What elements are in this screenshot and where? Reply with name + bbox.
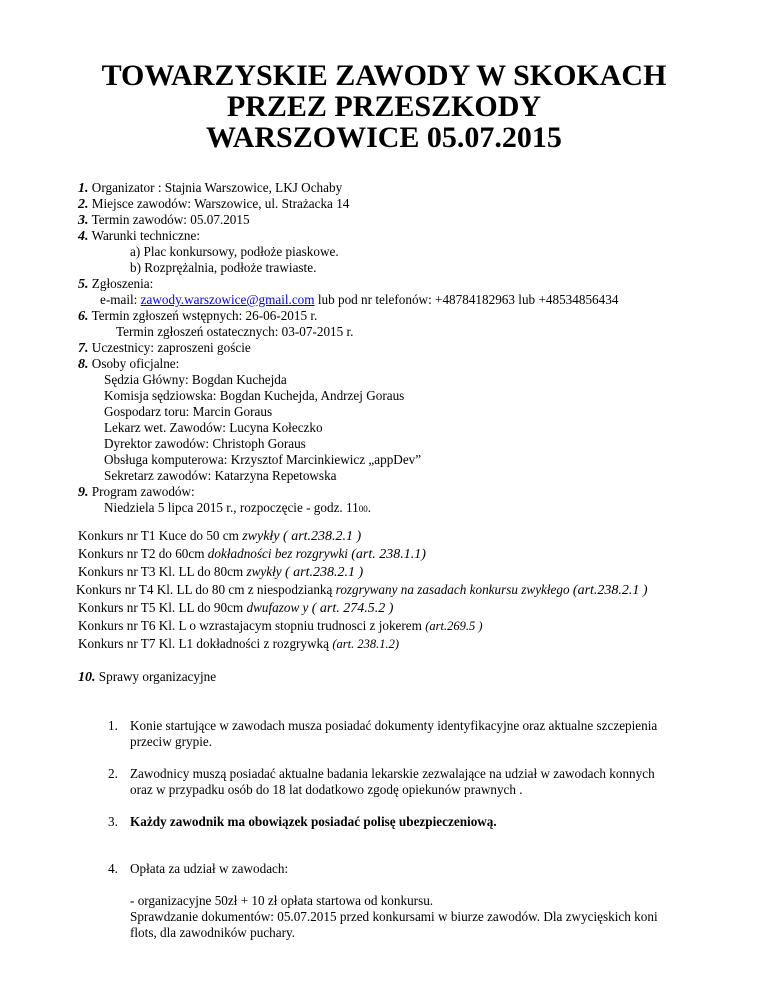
org-item-4-line-1: Opłata za udział w zawodach:	[130, 861, 289, 876]
section-text: Termin zgłoszeń wstępnych: 26-06-2015 r.	[91, 308, 318, 323]
section-number: 3.	[78, 213, 89, 228]
contest-name: Konkurs nr T1 Kuce do 50 cm	[78, 528, 243, 543]
official-person: Komisja sędziowska: Bogdan Kuchejda, Andrzej Goraus	[104, 388, 405, 403]
section-4-item-b: b) Rozprężalnia, podłoże trawiaste.	[130, 260, 317, 275]
section-8	[78, 356, 179, 373]
org-item-3-number: 3.	[108, 814, 118, 829]
section-number: 9.	[78, 485, 89, 500]
email-prefix: e-mail:	[100, 292, 141, 307]
official-person: Lekarz wet. Zawodów: Lucyna Kołeczko	[104, 420, 323, 435]
program-line	[104, 500, 371, 517]
section-4-item-a: a) Plac konkursowy, podłoże piaskowe.	[130, 244, 339, 259]
contest-item	[78, 618, 483, 634]
title-line-1: TOWARZYSKIE ZAWODY W SKOKACH	[101, 59, 667, 92]
phone-text: lub pod nr telefonów: +48784182963 lub +48534856434	[314, 292, 619, 307]
contest-type: zwykły	[246, 564, 285, 579]
section-5	[78, 276, 153, 293]
contact-line	[100, 292, 618, 308]
section-text: Warunki techniczne:	[91, 228, 200, 243]
official-person: Sekretarz zawodów: Katarzyna Repetowska	[104, 468, 337, 483]
contest-name: Konkurs nr T5 Kl. LL do 90cm	[78, 600, 247, 615]
section-number: 6.	[78, 309, 89, 324]
contest-item	[78, 546, 426, 563]
section-text: Uczestnicy: zaproszeni goście	[91, 340, 251, 355]
section-number: 10.	[78, 670, 96, 685]
section-9	[78, 484, 195, 501]
title-line-2: PRZEZ PRZESZKODY	[226, 90, 542, 123]
contest-article: (art.269.5 )	[425, 619, 483, 633]
section-number: 4.	[78, 229, 89, 244]
section-number: 7.	[78, 341, 89, 356]
section-1	[78, 180, 342, 197]
contest-name: Konkurs nr T7 Kl. L1 dokładności z rozgrywką	[78, 636, 333, 651]
official-person: Gospodarz toru: Marcin Goraus	[104, 404, 273, 419]
title-line-3: WARSZOWICE 05.07.2015	[206, 121, 562, 154]
program-time-minutes: 00	[358, 504, 368, 514]
contest-article: (art.238.2.1 )	[572, 583, 648, 598]
section-number: 1.	[78, 181, 89, 196]
contest-type: dokładności bez rozgrywki	[207, 546, 352, 561]
program-end: .	[367, 500, 372, 515]
section-6-sub: Termin zgłoszeń ostatecznych: 03-07-2015 r.	[116, 324, 354, 339]
contest-type: dwufazow y	[246, 600, 312, 615]
contest-article: (art. 238.1.1)	[351, 547, 426, 562]
section-text: Miejsce zawodów: Warszowice, ul. Strażacka 14	[91, 196, 350, 211]
official-person: Obsługa komputerowa: Krzysztof Marcinkiewicz „appDev”	[104, 452, 422, 467]
section-text: Zgłoszenia:	[91, 276, 154, 291]
contest-article: ( art.238.2.1 )	[283, 529, 362, 544]
prizes-line: flots, dla zawodników puchary.	[130, 925, 296, 940]
section-4	[78, 228, 200, 245]
org-item-1-number: 1.	[108, 718, 118, 733]
section-text: Sprawy organizacyjne	[98, 669, 217, 684]
org-item-1-line-2: przeciw grypie.	[130, 734, 213, 749]
section-6	[78, 308, 317, 325]
contest-type: zwykły	[242, 529, 284, 544]
section-7	[78, 340, 251, 357]
official-person: Sędzia Główny: Bogdan Kuchejda	[104, 372, 287, 387]
documents-line: Sprawdzanie dokumentów: 05.07.2015 przed konkursami w biurze zawodów. Dla zwycięskich koni	[130, 909, 658, 924]
section-number: 8.	[78, 357, 89, 372]
org-item-2-number: 2.	[108, 766, 118, 781]
contest-article: (art. 238.1.2)	[332, 637, 399, 651]
section-text: Osoby oficjalne:	[91, 356, 180, 371]
section-2	[78, 196, 349, 213]
section-10	[78, 669, 216, 686]
contest-name: Konkurs nr T3 Kl. LL do 80cm	[78, 564, 247, 579]
section-number: 2.	[78, 197, 89, 212]
contest-article: ( art. 274.5.2 )	[311, 601, 394, 616]
section-text: Termin zawodów: 05.07.2015	[91, 212, 250, 227]
contest-item	[78, 528, 361, 545]
contest-type: rozgrywany na zasadach konkursu zwykłego	[335, 582, 573, 597]
org-item-2-line-1: Zawodnicy muszą posiadać aktualne badania lekarskie zezwalające na udział w zawodach konnych	[130, 766, 655, 781]
org-item-2-line-2: oraz w przypadku osób do 18 lat dodatkowo zgodę opiekunów prawnych .	[130, 782, 523, 797]
section-3	[78, 212, 250, 229]
contest-name: Konkurs nr T2 do 60cm	[78, 546, 208, 561]
contest-name: Konkurs nr T4 Kl. LL do 80 cm z niespodzianką	[76, 582, 336, 597]
contest-name: Konkurs nr T6 Kl. L o wzrastajacym stopniu trudnosci z jokerem	[78, 618, 426, 633]
section-number: 5.	[78, 277, 89, 292]
contest-item	[76, 582, 648, 599]
contest-item	[78, 636, 399, 652]
contest-item	[78, 600, 393, 617]
org-item-1-line-1: Konie startujące w zawodach musza posiadać dokumenty identyfikacyjne oraz aktualne szczepienia	[130, 718, 658, 733]
contest-article: ( art.238.2.1 )	[284, 565, 364, 580]
org-item-3-line-1: Każdy zawodnik ma obowiązek posiadać polisę ubezpieczeniową.	[130, 814, 497, 829]
section-text: Program zawodów:	[91, 484, 195, 499]
contest-item	[78, 564, 363, 581]
email-link[interactable]: zawody.warszowice@gmail.com	[140, 292, 315, 307]
fee-line: - organizacyjne 50zł + 10 zł opłata startowa od konkursu.	[130, 893, 434, 908]
program-text: Niedziela 5 lipca 2015 r., rozpoczęcie - godz. 11	[104, 500, 359, 515]
section-text: Organizator : Stajnia Warszowice, LKJ Ochaby	[91, 180, 343, 195]
org-item-4-number: 4.	[108, 861, 118, 876]
official-person: Dyrektor zawodów: Christoph Goraus	[104, 436, 306, 451]
